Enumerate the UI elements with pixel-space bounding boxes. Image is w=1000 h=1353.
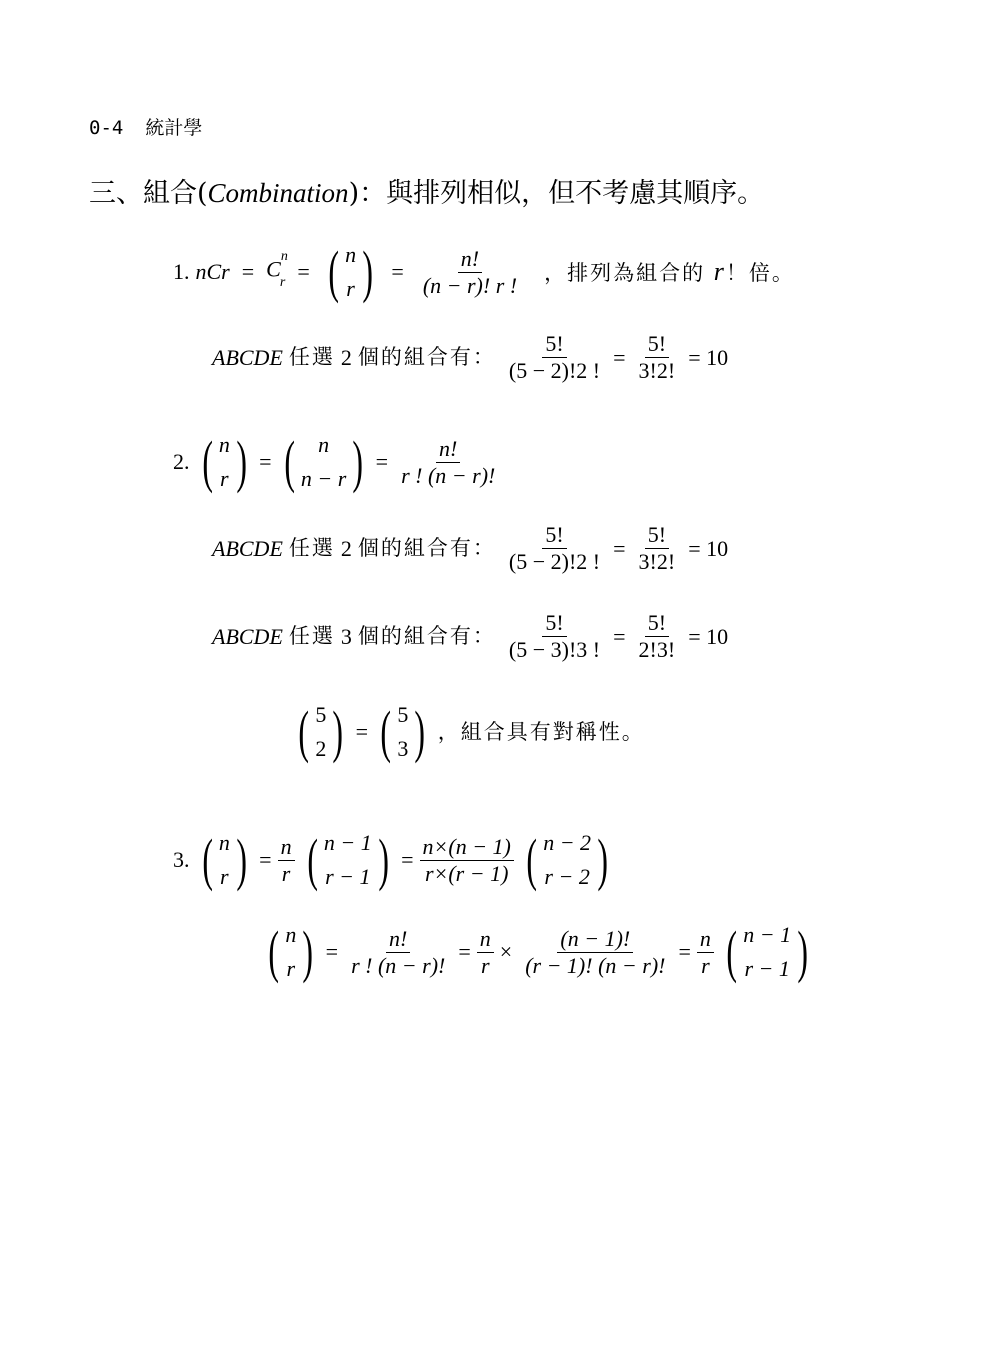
section-english: Combination	[207, 178, 349, 208]
item-1-number: 1.	[173, 259, 190, 285]
section-prefix: 三、組合(	[89, 178, 208, 209]
example-3: ABCDE 任選 3 個的組合有： $\frac{5!}{(5 - 3)!3 !}$ = $\frac{5!}{2!3!}$ = 10	[212, 610, 729, 662]
example-1: ABCDE 任選 2 個的組合有： $\frac{5!}{(5 - 2)!2 !}$ = $\frac{5!}{3!2!}$ = 10	[212, 331, 729, 383]
book-title: 統計學	[145, 117, 203, 139]
page-header	[89, 113, 202, 140]
item-2-number: 2.	[173, 449, 190, 475]
binomial-n-r: ( n r )	[328, 239, 374, 304]
formula-2: 2. ( n r ) = ( n n − r ) = $\frac{n!}{r ! (n - r)!}$	[173, 429, 496, 494]
example-2-label: ABCDE	[212, 535, 283, 561]
example-3-label: ABCDE	[212, 623, 283, 649]
item-1-note: ，排列為組合的	[544, 261, 706, 286]
example-2: ABCDE 任選 2 個的組合有： $\frac{5!}{(5 - 2)!2 !}$ = $\frac{5!}{3!2!}$ = 10	[212, 522, 729, 574]
symmetry-line: ( 5 2 ) = ( 5 3 ) ，組合具有對稱性。	[298, 699, 645, 764]
item-3-number: 3.	[173, 847, 190, 873]
formula-3b: ( n r ) = $\frac{n!}{r ! (n - r)!}$ = $\frac{n}{r}$ × $\frac{(n - 1)!}{(r - 1)! (n - r)!}$ = $\frac{n}{r}$ ( n − 1 r − 1 )	[268, 919, 809, 984]
symmetry-note: ，組合具有對稱性。	[437, 719, 645, 744]
example-1-label: ABCDE	[212, 344, 283, 370]
formula-3a: 3. ( n r ) = $\frac{n}{r}$ ( n − 1 r − 1 ) = $\frac{n\times(n - 1)}{r\times(r - 1)}$ ( n − 2 r − 2 )	[173, 827, 609, 892]
page-number: 0-4	[89, 117, 124, 139]
formula-1: 1. nCr = $C^n_r$ = ( n r ) = $\frac{n!}{(n - r)! r !}$ ，排列為組合的 r！倍。	[173, 238, 795, 306]
section-suffix: )：與排列相似，但不考慮其順序。	[348, 178, 765, 209]
section-heading	[89, 171, 764, 210]
